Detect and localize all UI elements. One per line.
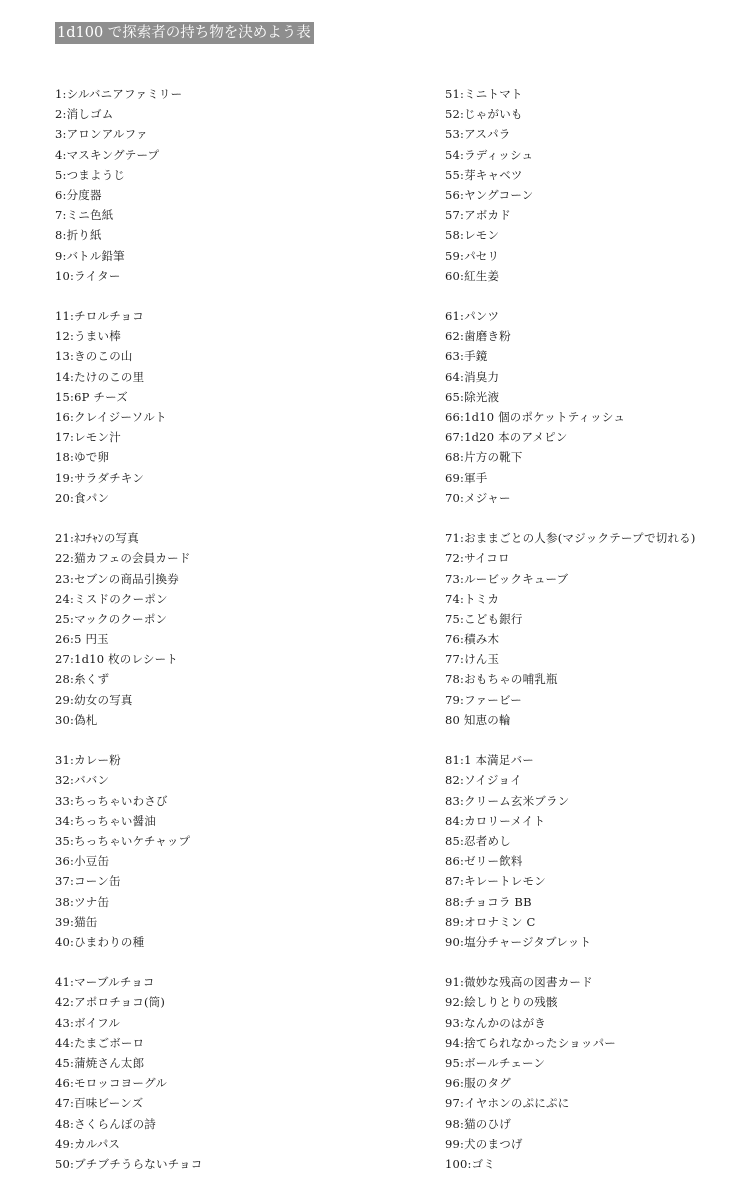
list-item: 69:軍手 bbox=[445, 470, 488, 485]
list-item: 15:6P チーズ bbox=[55, 389, 128, 404]
page-title: 1d100 で探索者の持ち物を決めよう表 bbox=[55, 22, 314, 44]
list-item: 97:イヤホンのぷにぷに bbox=[445, 1096, 570, 1111]
list-item: 44:たまごボーロ bbox=[55, 1035, 145, 1050]
list-item: 16:クレイジーソルト bbox=[55, 410, 167, 424]
list-item: 79:ファービー bbox=[445, 692, 522, 707]
list-item: 33:ちっちゃいわさび bbox=[55, 793, 168, 808]
list-item: 71:おままごとの人参(マジックテープで切れる) bbox=[445, 531, 696, 546]
list-item: 76:積み木 bbox=[445, 632, 500, 647]
list-item: 51:ミニトマト bbox=[445, 87, 523, 101]
list-item: 32:ババン bbox=[55, 773, 110, 788]
list-item: 19:サラダチキン bbox=[55, 470, 145, 485]
list-item: 30:偽札 bbox=[55, 712, 98, 727]
list-item: 50:ブチブチうらないチョコ bbox=[55, 1156, 203, 1171]
list-item: 27:1d10 枚のレシート bbox=[55, 652, 178, 667]
item-group-31-40 bbox=[55, 750, 435, 952]
list-item: 26:5 円玉 bbox=[55, 632, 109, 647]
list-item: 73:ルービックキューブ bbox=[445, 571, 569, 586]
list-item: 75:こども銀行 bbox=[445, 611, 523, 626]
list-item: 23:セブンの商品引換券 bbox=[55, 571, 179, 586]
list-item: 57:アボカド bbox=[445, 208, 511, 223]
list-item: 64:消臭力 bbox=[445, 369, 500, 384]
list-item: 55:芽キャベツ bbox=[445, 167, 523, 182]
list-item: 58:レモン bbox=[445, 228, 500, 243]
list-item: 100:ゴミ bbox=[445, 1156, 496, 1171]
list-item: 35:ちっちゃいケチャップ bbox=[55, 833, 191, 848]
list-item: 99:犬のまつげ bbox=[445, 1136, 523, 1151]
list-item: 28:糸くず bbox=[55, 672, 110, 687]
item-group-91-100 bbox=[445, 972, 735, 1174]
list-item: 29:幼女の写真 bbox=[55, 692, 133, 707]
list-item: 4:マスキングテープ bbox=[55, 147, 160, 162]
list-item: 65:除光液 bbox=[445, 389, 500, 404]
list-item: 2:消しゴム bbox=[55, 107, 114, 122]
list-item: 72:サイコロ bbox=[445, 551, 510, 566]
list-item: 8:折り紙 bbox=[55, 228, 102, 243]
list-item: 36:小豆缶 bbox=[55, 854, 110, 869]
list-item: 49:カルパス bbox=[55, 1136, 121, 1151]
list-item: 78:おもちゃの哺乳瓶 bbox=[445, 672, 558, 687]
list-item: 25:マックのクーポン bbox=[55, 611, 168, 626]
item-group-11-20 bbox=[55, 306, 435, 508]
list-item: 86:ゼリー飲料 bbox=[445, 854, 523, 869]
item-group-81-90 bbox=[445, 750, 735, 952]
item-group-61-70 bbox=[445, 306, 735, 508]
list-item: 85:忍者めし bbox=[445, 833, 511, 848]
list-item: 52:じゃがいも bbox=[445, 107, 523, 122]
list-item: 95:ボールチェーン bbox=[445, 1056, 546, 1070]
list-item: 61:パンツ bbox=[445, 309, 500, 324]
list-item: 24:ミスドのクーポン bbox=[55, 591, 168, 606]
list-item: 83:クリーム玄米ブラン bbox=[445, 793, 570, 808]
list-item: 81:1 本満足バー bbox=[445, 753, 534, 768]
list-item: 77:けん玉 bbox=[445, 652, 500, 667]
list-item: 92:絵しりとりの残骸 bbox=[445, 995, 558, 1010]
list-item: 96:服のタグ bbox=[445, 1076, 511, 1091]
list-item: 56:ヤングコーン bbox=[445, 187, 534, 202]
list-item: 47:百味ビーンズ bbox=[55, 1096, 144, 1111]
list-item: 10:ライター bbox=[55, 268, 121, 283]
list-item: 60:紅生姜 bbox=[445, 268, 500, 283]
list-item: 31:カレー粉 bbox=[55, 753, 121, 768]
list-item: 88:チョコラ BB bbox=[445, 894, 532, 909]
list-item: 13:きのこの山 bbox=[55, 349, 133, 364]
list-item: 12:うまい棒 bbox=[55, 329, 121, 344]
list-item: 45:蒲焼さん太郎 bbox=[55, 1056, 145, 1070]
list-item: 43:ボイフル bbox=[55, 1015, 121, 1030]
list-item: 20:食パン bbox=[55, 490, 110, 505]
list-item: 34:ちっちゃい醤油 bbox=[55, 813, 157, 828]
list-item: 9:バトル鉛筆 bbox=[55, 248, 125, 263]
list-item: 80 知恵の輪 bbox=[445, 712, 511, 727]
list-item: 41:マーブルチョコ bbox=[55, 975, 155, 990]
list-item: 63:手鏡 bbox=[445, 349, 488, 364]
item-group-21-30 bbox=[55, 528, 435, 730]
list-item: 98:猫のひげ bbox=[445, 1116, 511, 1131]
list-item: 46:モロッコヨーグル bbox=[55, 1076, 168, 1091]
list-item: 11:チロルチョコ bbox=[55, 309, 144, 324]
list-item: 18:ゆで卵 bbox=[55, 450, 110, 465]
list-item: 40:ひまわりの種 bbox=[55, 934, 145, 949]
list-item: 22:猫カフェの会員カード bbox=[55, 551, 191, 566]
item-group-41-50 bbox=[55, 972, 435, 1174]
list-item: 62:歯磨き粉 bbox=[445, 329, 511, 344]
list-item: 91:微妙な残高の図書カード bbox=[445, 975, 593, 990]
list-item: 70:メジャー bbox=[445, 490, 511, 505]
list-item: 7:ミニ色紙 bbox=[55, 208, 114, 223]
item-group-71-80 bbox=[445, 528, 735, 730]
list-item: 59:パセリ bbox=[445, 248, 500, 263]
item-group-51-60 bbox=[445, 84, 735, 286]
list-item: 21:ﾈｺﾁｬﾝの写真 bbox=[55, 531, 139, 546]
list-item: 94:捨てられなかったショッパー bbox=[445, 1035, 616, 1050]
list-item: 53:アスパラ bbox=[445, 127, 511, 142]
list-item: 1:シルバニアファミリー bbox=[55, 87, 183, 101]
list-item: 67:1d20 本のアメピン bbox=[445, 430, 568, 445]
list-item: 5:つまようじ bbox=[55, 167, 126, 182]
list-item: 82:ソイジョイ bbox=[445, 773, 522, 788]
item-group-1-10 bbox=[55, 84, 435, 286]
list-item: 89:オロナミン C bbox=[445, 914, 536, 929]
right-column bbox=[445, 84, 735, 1174]
list-item: 87:キレートレモン bbox=[445, 874, 546, 889]
list-item: 84:カロリーメイト bbox=[445, 813, 546, 828]
list-item: 17:レモン汁 bbox=[55, 430, 121, 445]
list-item: 48:さくらんぼの詩 bbox=[55, 1116, 157, 1131]
list-item: 54:ラディッシュ bbox=[445, 147, 534, 162]
list-item: 93:なんかのはがき bbox=[445, 1015, 547, 1030]
list-item: 39:猫缶 bbox=[55, 914, 98, 929]
list-item: 66:1d10 個のポケットティッシュ bbox=[445, 410, 626, 424]
list-item: 3:アロンアルファ bbox=[55, 127, 148, 142]
list-item: 14:たけのこの里 bbox=[55, 369, 145, 384]
list-item: 90:塩分チャージタブレット bbox=[445, 934, 592, 949]
list-item: 38:ツナ缶 bbox=[55, 894, 110, 909]
list-item: 74:トミカ bbox=[445, 591, 500, 606]
list-item: 42:アポロチョコ(筒) bbox=[55, 995, 166, 1010]
list-item: 68:片方の靴下 bbox=[445, 450, 523, 465]
left-column bbox=[55, 84, 435, 1174]
list-item: 37:コーン缶 bbox=[55, 874, 121, 889]
list-item: 6:分度器 bbox=[55, 187, 102, 202]
